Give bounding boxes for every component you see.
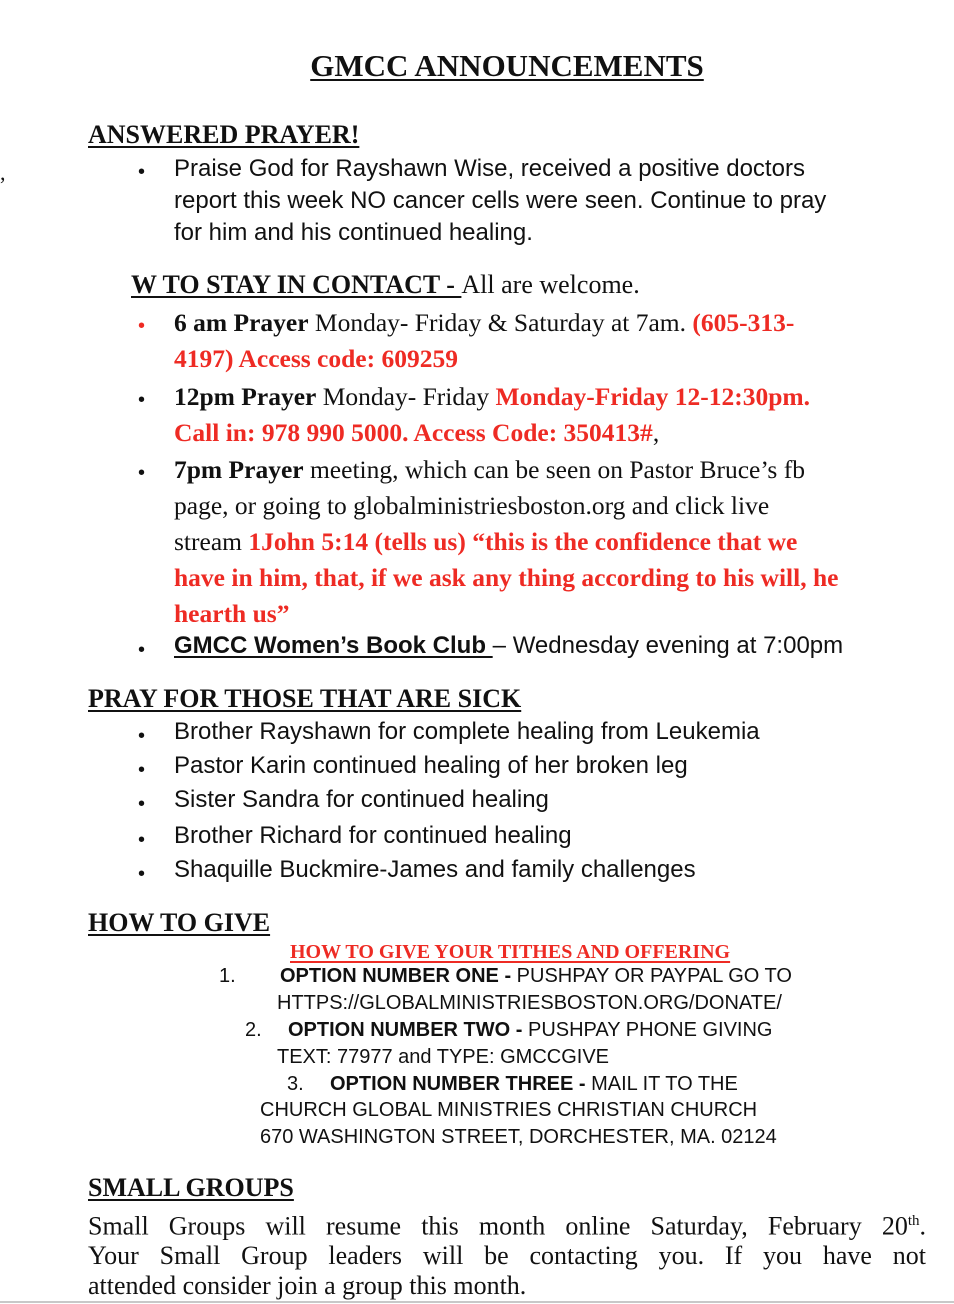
small-groups-line: attended consider join a group this month. xyxy=(88,1271,527,1300)
give-option-1-number: 1. xyxy=(219,965,236,987)
give-option-2-number: 2. xyxy=(245,1019,262,1041)
item-text: meeting, which can be seen on Pastor Bruce’s fb xyxy=(303,455,805,484)
phone-number: (605-313- xyxy=(692,308,795,337)
sick-list-item: Shaquille Buckmire-James and family challenges xyxy=(174,856,696,883)
stay-in-contact-welcome: All are welcome. xyxy=(461,270,640,299)
scripture-quote: 1John 5:14 (tells us) “this is the confidence that we xyxy=(248,527,798,556)
stay-in-contact-heading xyxy=(131,270,640,300)
give-option-3-address: 670 WASHINGTON STREET, DORCHESTER, MA. 02124 xyxy=(260,1126,777,1148)
small-groups-line xyxy=(88,1205,926,1243)
item-text: Monday- Friday xyxy=(316,382,496,411)
answered-prayer-heading: ANSWERED PRAYER! xyxy=(88,120,360,149)
answered-prayer-text xyxy=(174,152,826,250)
give-option-3 xyxy=(330,1071,738,1098)
sick-list-item: Brother Rayshawn for complete healing from Leukemia xyxy=(174,718,760,745)
give-option-3-number: 3. xyxy=(287,1073,304,1095)
bullet-icon: • xyxy=(138,863,146,885)
bullet-icon: • xyxy=(138,389,146,411)
ordinal-suffix: th xyxy=(907,1213,920,1229)
give-option-3-church: CHURCH GLOBAL MINISTRIES CHRISTIAN CHURCH xyxy=(260,1099,758,1121)
option-label: OPTION NUMBER ONE - xyxy=(280,965,517,987)
small-groups-text: Small Groups will resume this month online Saturday, February 20 xyxy=(88,1211,908,1241)
bullet-icon: • xyxy=(138,161,146,183)
small-groups-text: . xyxy=(919,1211,926,1241)
sick-list-item: Brother Richard for continued healing xyxy=(174,822,572,849)
give-option-1-url: HTTPS://GLOBALMINISTRIESBOSTON.ORG/DONATE/ xyxy=(277,992,782,1014)
option-text: MAIL IT TO THE xyxy=(591,1073,738,1095)
scripture-quote: hearth us” xyxy=(174,599,290,628)
give-option-2-text: TEXT: 77977 and TYPE: GMCCGIVE xyxy=(277,1046,609,1068)
contact-item-7pm xyxy=(174,452,838,632)
answered-prayer-line: Praise God for Rayshawn Wise, received a positive doctors xyxy=(174,155,805,182)
page-title: GMCC ANNOUNCEMENTS xyxy=(310,48,704,83)
option-label: OPTION NUMBER TWO - xyxy=(288,1019,528,1041)
bullet-icon: • xyxy=(138,725,146,747)
give-option-1 xyxy=(280,963,792,990)
bullet-icon: • xyxy=(138,829,146,851)
bullet-icon: • xyxy=(138,793,146,815)
item-bold: 6 am Prayer xyxy=(174,308,309,337)
stay-in-contact-title: W TO STAY IN CONTACT - xyxy=(131,270,462,299)
item-bold: 12pm Prayer xyxy=(174,382,317,411)
page-bottom-divider xyxy=(0,1301,954,1303)
book-club-text: – Wednesday evening at 7:00pm xyxy=(492,632,844,659)
margin-mark: , xyxy=(0,160,6,185)
item-text: stream xyxy=(174,527,249,556)
how-to-give-subheading: HOW TO GIVE YOUR TITHES AND OFFERING xyxy=(290,941,731,963)
access-code: 4197) Access code: 609259 xyxy=(174,344,458,373)
option-text: PUSHPAY PHONE GIVING xyxy=(527,1019,773,1041)
contact-item-book-club xyxy=(174,632,843,660)
contact-item-6am xyxy=(174,305,794,377)
item-text: page, or going to globalministriesboston.org and click live xyxy=(174,491,770,520)
item-tail: , xyxy=(652,418,660,447)
bullet-icon: • xyxy=(138,759,146,781)
call-in-info: Call in: 978 990 5000. Access Code: 350413# xyxy=(174,418,653,447)
item-text: Monday- Friday & Saturday at 7am. xyxy=(308,308,693,337)
contact-item-12pm xyxy=(174,379,810,451)
small-groups-line: Your Small Group leaders will be contacting you. If you have not xyxy=(88,1241,926,1270)
bullet-icon: • xyxy=(138,462,146,484)
answered-prayer-line: for him and his continued healing. xyxy=(174,219,533,246)
sick-list-item: Sister Sandra for continued healing xyxy=(174,786,549,813)
option-label: OPTION NUMBER THREE - xyxy=(330,1073,592,1095)
bullet-icon: • xyxy=(138,315,146,337)
book-club-title: GMCC Women’s Book Club xyxy=(174,632,493,659)
item-bold: 7pm Prayer xyxy=(174,455,304,484)
pray-sick-heading: PRAY FOR THOSE THAT ARE SICK xyxy=(88,684,522,713)
option-text: PUSHPAY OR PAYPAL GO TO xyxy=(516,965,792,987)
give-option-2 xyxy=(288,1017,773,1044)
sick-list-item: Pastor Karin continued healing of her broken leg xyxy=(174,752,688,779)
schedule-text: Monday-Friday 12-12:30pm. xyxy=(495,382,811,411)
small-groups-heading: SMALL GROUPS xyxy=(88,1173,294,1202)
bullet-icon: • xyxy=(138,639,146,661)
scripture-quote: have in him, that, if we ask any thing according to his will, he xyxy=(174,563,839,592)
answered-prayer-line: report this week NO cancer cells were seen. Continue to pray xyxy=(174,187,827,214)
how-to-give-heading: HOW TO GIVE xyxy=(88,908,271,937)
